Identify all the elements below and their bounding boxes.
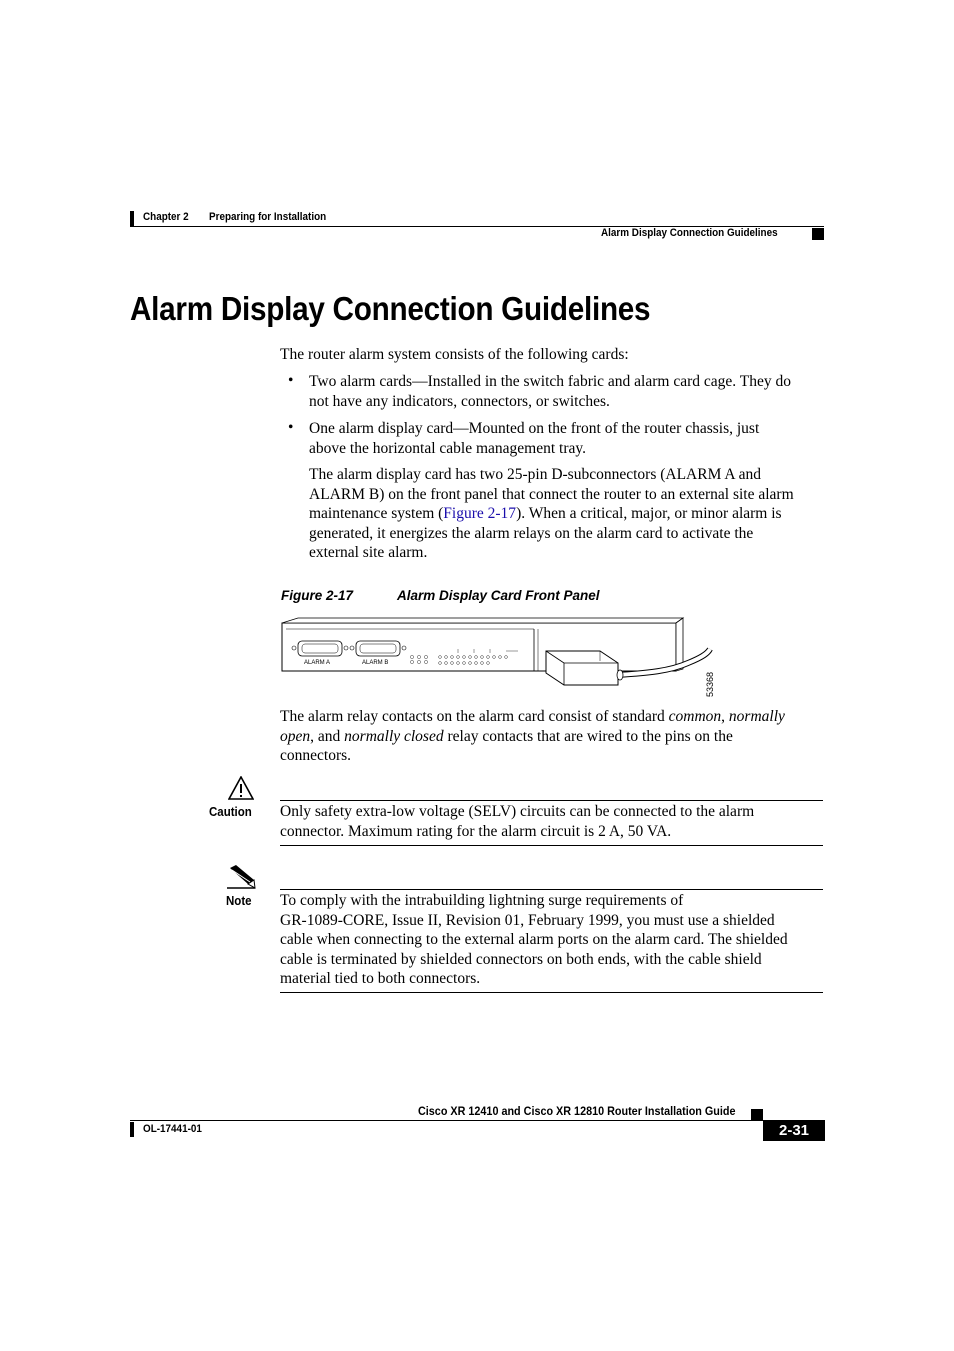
bullet-2-line2: above the horizontal cable management tray. bbox=[309, 439, 587, 457]
footer-rule bbox=[130, 1120, 763, 1121]
relay-italic: normally bbox=[728, 708, 785, 725]
relay-text: relay contacts that are wired to the pins on the bbox=[443, 727, 733, 745]
alarm-a-label: ALARM A bbox=[304, 660, 331, 666]
relay-text: , and bbox=[310, 727, 345, 745]
note-line: GR-1089-CORE, Issue II, Revision 01, February 1999, you must use a shielded bbox=[280, 911, 775, 929]
relay-text: The alarm relay contacts on the alarm card consist of standard bbox=[280, 708, 669, 725]
relay-paragraph bbox=[280, 707, 785, 766]
alarm-b-connector bbox=[350, 641, 406, 656]
para-line: The alarm display card has two 25-pin D-subconnectors (ALARM A and bbox=[309, 466, 761, 483]
header-left-bar bbox=[130, 211, 134, 226]
header-chapter-title: Preparing for Installation bbox=[209, 211, 327, 223]
caution-bottom-rule bbox=[280, 845, 823, 846]
figure-link[interactable]: Figure 2-17 bbox=[443, 505, 517, 522]
alarm-b-label: ALARM B bbox=[362, 660, 389, 666]
note-label: Note bbox=[226, 894, 252, 908]
para-line: ALARM B) on the front panel that connect the router to an external site alarm bbox=[309, 485, 794, 503]
caution-icon bbox=[228, 776, 254, 800]
header-square bbox=[812, 228, 824, 240]
caution-label: Caution bbox=[209, 805, 252, 819]
para-text: ). When a critical, major, or minor alarm is bbox=[516, 505, 782, 522]
relay-italic: common bbox=[668, 708, 722, 725]
note-top-rule bbox=[280, 889, 823, 890]
page-number: 2-31 bbox=[763, 1120, 825, 1141]
para-line bbox=[309, 504, 794, 524]
footer-left-bar bbox=[130, 1122, 134, 1137]
footer-guide-title: Cisco XR 12410 and Cisco XR 12810 Router Installation Guide bbox=[418, 1104, 736, 1118]
alarm-card-paragraph bbox=[309, 465, 794, 563]
bullet-dot: • bbox=[288, 419, 294, 436]
header-chapter: Chapter 2 bbox=[143, 211, 189, 223]
caution-line: Only safety extra-low voltage (SELV) circuits can be connected to the alarm bbox=[280, 803, 755, 820]
figure-title: Alarm Display Card Front Panel bbox=[397, 588, 600, 603]
art-id: 53368 bbox=[705, 671, 715, 697]
note-text bbox=[280, 891, 788, 989]
para-line: external site alarm. bbox=[309, 544, 428, 561]
caution-top-rule bbox=[280, 800, 823, 801]
bullet-2 bbox=[309, 419, 759, 458]
note-line: To comply with the intrabuilding lightning surge requirements of bbox=[280, 892, 684, 909]
bullet-dot: • bbox=[288, 372, 294, 389]
para-text: maintenance system ( bbox=[309, 505, 444, 522]
relay-italic: normally closed bbox=[344, 727, 444, 745]
bullet-1-line1: Two alarm cards—Installed in the switch fabric and alarm card cage. They do bbox=[309, 373, 791, 390]
relay-line: connectors. bbox=[280, 747, 352, 764]
caution-line: connector. Maximum rating for the alarm circuit is 2 A, 50 VA. bbox=[280, 822, 672, 840]
alarm-a-connector bbox=[292, 641, 348, 656]
note-bottom-rule bbox=[280, 992, 823, 993]
relay-line bbox=[280, 707, 785, 727]
bullet-1-line2: not have any indicators, connectors, or switches. bbox=[309, 392, 610, 410]
note-line: material tied to both connectors. bbox=[280, 970, 481, 987]
header-section: Alarm Display Connection Guidelines bbox=[601, 227, 778, 239]
relay-italic: open bbox=[280, 727, 311, 745]
note-line: cable when connecting to the external alarm ports on the alarm card. The shielded bbox=[280, 931, 788, 948]
alarm-display-card-illustration bbox=[278, 615, 728, 700]
cable-connector-hood bbox=[546, 651, 618, 685]
para-line: generated, it energizes the alarm relays on the alarm card to activate the bbox=[309, 524, 754, 542]
relay-line bbox=[280, 727, 785, 747]
page-title: Alarm Display Connection Guidelines bbox=[130, 290, 651, 327]
intro-text: The router alarm system consists of the following cards: bbox=[280, 346, 629, 363]
bullet-2-line1: One alarm display card—Mounted on the front of the router chassis, just bbox=[309, 420, 760, 437]
footer-doc-id: OL-17441-01 bbox=[143, 1123, 202, 1135]
caution-text bbox=[280, 802, 754, 841]
note-pencil-icon bbox=[226, 864, 256, 890]
bullet-1 bbox=[309, 372, 791, 411]
note-line: cable is terminated by shielded connectors on both ends, with the cable shield bbox=[280, 950, 762, 968]
figure-number: Figure 2-17 bbox=[281, 588, 354, 603]
relay-text: , bbox=[721, 708, 729, 725]
